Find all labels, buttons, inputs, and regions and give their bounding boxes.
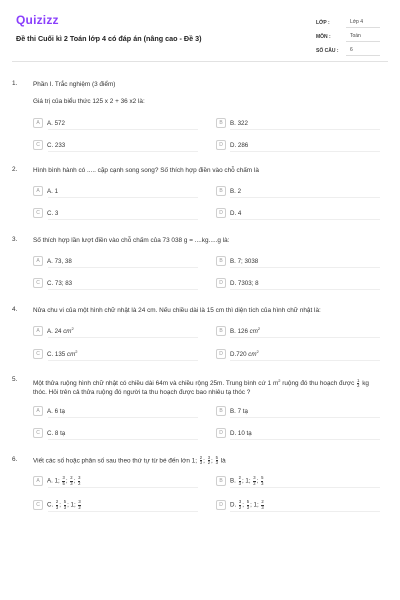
option-c[interactable] [33, 140, 65, 150]
question-number: 3. [12, 236, 18, 243]
option-text: B. $\frac{2}{3}$ ; 1; $\frac{3}{2}$ ; $\frac{5}{3}$ [230, 475, 264, 486]
option-text: B. 322 [230, 119, 248, 127]
option-text: B. 7; 3038 [230, 257, 259, 265]
question-text: Hình bình hành có ..... cặp cạnh song song? Số thích hợp điền vào chỗ chấm là [33, 167, 259, 174]
option-text: D. 286 [230, 141, 249, 149]
divider [230, 439, 380, 440]
fraction [200, 456, 202, 466]
option-b[interactable] [216, 186, 241, 196]
fraction [56, 500, 58, 510]
question-number: 2. [12, 166, 18, 173]
meta-value: 6 [346, 46, 380, 56]
question-number: 5. [12, 376, 18, 383]
option-letter-box: B [216, 186, 226, 196]
numerator: 3 [62, 475, 65, 481]
option-text: D. 4 [230, 209, 242, 217]
divider [230, 337, 380, 338]
option-letter-box: A [33, 118, 43, 128]
numerator: 2 [261, 499, 264, 505]
option-value: A. 24 [47, 328, 62, 336]
option-text: D. 7303; 8 [230, 279, 259, 287]
denominator: 2 [207, 460, 211, 466]
option-b[interactable] [216, 406, 248, 416]
divider [48, 129, 198, 130]
option-value: C. 135 [47, 351, 66, 359]
question-text: Nửa chu vi của một hình chữ nhật là 24 cm. Nếu chiều dài là 15 cm thì diện tích của hình chữ nhật là: [33, 307, 321, 314]
meta-panel [316, 16, 380, 58]
question-1 [12, 80, 388, 160]
option-text: C. 3 [47, 209, 59, 217]
question-4 [12, 306, 388, 368]
denominator: 3 [246, 504, 250, 510]
question-text: Số thích hợp lần lượt điền vào chỗ chấm của 73 038 g = ....kg.....g là: [33, 237, 230, 244]
unit-exponent: 2 [71, 326, 74, 332]
divider [230, 267, 380, 268]
question-number: 1. [12, 80, 18, 87]
divider [230, 417, 380, 418]
divider [48, 267, 198, 268]
option-letter-box: C [33, 428, 43, 438]
option-letter-box: D [216, 349, 226, 359]
option-c[interactable] [33, 349, 77, 359]
option-a[interactable] [33, 118, 65, 128]
option-letter-box: B [216, 326, 226, 336]
divider [48, 487, 198, 488]
divider [48, 289, 198, 290]
option-letter-box: A [33, 476, 43, 486]
fraction [261, 476, 263, 486]
option-b[interactable] [216, 118, 248, 128]
fraction [62, 476, 64, 486]
question-2 [12, 166, 388, 226]
option-text [47, 326, 74, 335]
divider [230, 197, 380, 198]
question-text-part: ruộng đó thu hoạch được [282, 380, 355, 388]
option-text: A. 6 tạ [47, 407, 65, 415]
option-letter-box: B [216, 476, 226, 486]
numerator: 3 [78, 499, 81, 505]
option-text: A. 73, 38 [47, 257, 72, 265]
denominator: 2 [78, 480, 81, 486]
option-c[interactable] [33, 500, 82, 510]
option-text: C. 8 tạ [47, 429, 66, 437]
divider [230, 129, 380, 130]
divider [48, 360, 198, 361]
option-letter-box: B [216, 118, 226, 128]
denominator: 2 [78, 504, 81, 510]
option-letter-box: C [33, 278, 43, 288]
option-text: A. 572 [47, 119, 65, 127]
numerator: 3 [238, 499, 242, 505]
document-title: Đề thi Cuối kì 2 Toán lớp 4 có đáp án (nâng cao - Đề 3) [16, 34, 202, 43]
option-d[interactable] [216, 428, 252, 438]
numerator: 5 [215, 455, 218, 460]
option-a[interactable] [33, 186, 58, 196]
option-text [230, 349, 259, 358]
fraction [208, 456, 210, 466]
option-prefix: A. 1; [47, 477, 60, 485]
option-d[interactable] [216, 140, 248, 150]
option-mid: 1; [245, 477, 251, 485]
option-letter-box: D [216, 428, 226, 438]
option-text: B. 7 tạ [230, 407, 248, 415]
meta-value: Toán [346, 32, 380, 42]
question-text-part: Một thửa ruộng hình chữ nhật có chiều dài 64m và chiều rộng 25m. Trung bình cứ 1 [33, 380, 272, 388]
unit-exponent: 2 [256, 349, 259, 355]
option-a[interactable] [33, 326, 74, 336]
denominator: 3 [215, 460, 218, 466]
divider [230, 151, 380, 152]
option-a[interactable] [33, 476, 81, 486]
fraction [261, 500, 263, 510]
denominator: 3 [55, 504, 59, 510]
option-text: B. 2 [230, 187, 242, 195]
meta-row-grade [316, 16, 380, 30]
option-c[interactable] [33, 428, 65, 438]
option-b[interactable] [216, 476, 264, 486]
denominator: 2 [253, 480, 256, 486]
option-text: A. 1 [47, 187, 59, 195]
option-value: D.720 [230, 351, 247, 359]
denominator: 3 [63, 504, 67, 510]
divider [48, 219, 198, 220]
fraction [78, 500, 80, 510]
fraction [216, 456, 218, 466]
denominator: 3 [261, 504, 264, 510]
option-c[interactable] [33, 278, 72, 288]
meta-label: MÔN : [316, 34, 331, 40]
option-text: C. $\frac{2}{3}$ ; $\frac{5}{3}$ ; 1; $\frac{3}{2}$ [47, 499, 81, 510]
divider [48, 511, 198, 512]
meta-value: Lớp 4 [346, 18, 380, 28]
fraction [70, 476, 72, 486]
numerator: 2 [55, 499, 59, 505]
option-text [47, 349, 77, 358]
option-value: B. 126 [230, 328, 248, 336]
divider [48, 197, 198, 198]
option-text: D. $\frac{3}{2}$ ; $\frac{5}{3}$ ; 1; $\frac{2}{3}$ [230, 499, 264, 510]
meta-label: LỚP : [316, 20, 330, 26]
option-text: C. 73; 83 [47, 279, 73, 287]
option-text [230, 326, 260, 335]
unit-exponent: 2 [257, 326, 261, 332]
denominator: 5 [62, 480, 65, 486]
fraction [239, 476, 241, 486]
option-letter-box: A [33, 326, 43, 336]
question-3 [12, 236, 388, 296]
question-text-part: Viết các số hoặc phân số sau theo thứ tự từ bé đến lớn 1; [33, 457, 197, 465]
option-letter-box: C [33, 140, 43, 150]
denominator: 3 [238, 480, 241, 486]
fraction [357, 379, 359, 389]
meta-row-count [316, 44, 380, 58]
numerator: 2 [70, 475, 73, 481]
unit: cm [63, 328, 72, 336]
option-letter-box: C [33, 208, 43, 218]
option-letter-box: D [216, 278, 226, 288]
numerator: 3 [78, 475, 81, 481]
unit-exponent: 2 [75, 349, 78, 355]
numerator: 2 [238, 475, 241, 481]
unit: m [272, 380, 279, 388]
option-d[interactable] [216, 278, 259, 288]
option-letter-box: C [33, 349, 43, 359]
fraction [253, 476, 255, 486]
fraction [78, 476, 80, 486]
divider [230, 511, 380, 512]
question-subtext: Giá trị của biểu thức 125 x 2 + 36 x2 là: [33, 98, 145, 105]
option-c[interactable] [33, 208, 58, 218]
question-number: 4. [12, 306, 18, 313]
option-letter-box: C [33, 500, 43, 510]
denominator: 2 [238, 504, 242, 510]
quizizz-logo: Quizizz [16, 13, 59, 27]
denominator: 3 [261, 480, 264, 486]
divider [48, 417, 198, 418]
option-letter-box: D [216, 208, 226, 218]
option-d[interactable] [216, 208, 241, 218]
option-b[interactable] [216, 256, 258, 266]
fraction [247, 500, 249, 510]
meta-label: SỐ CÂU : [316, 48, 339, 54]
numerator: 5 [63, 499, 67, 505]
question-text [33, 376, 380, 397]
option-prefix: D. [230, 501, 237, 509]
unit: cm [248, 351, 257, 359]
denominator: 3 [70, 480, 73, 486]
numerator: 2 [199, 455, 203, 460]
option-d[interactable] [216, 500, 265, 510]
numerator: 3 [253, 475, 256, 481]
question-text: Viết các số hoặc phân số sau theo thứ tự từ bé đến lớn 1; $\frac{2}{3}$ ; $\frac{3}{2}$ ; $\frac{5}{3}$ là [33, 455, 226, 466]
option-mid: 1; [70, 501, 76, 509]
option-a[interactable] [33, 406, 65, 416]
unit-exponent: 2 [278, 378, 281, 383]
option-mid: 1; [253, 501, 259, 509]
option-text: D. 10 tạ [230, 429, 252, 437]
question-5 [12, 376, 388, 448]
unit: cm [249, 328, 258, 336]
numerator: 3 [207, 455, 211, 460]
option-a[interactable] [33, 256, 72, 266]
option-letter-box: A [33, 406, 43, 416]
option-d[interactable] [216, 349, 259, 359]
unit: cm [66, 351, 76, 359]
option-letter-box: D [216, 500, 226, 510]
question-text: Phần I. Trắc nghiệm (3 điểm) [33, 81, 116, 88]
option-letter-box: B [216, 406, 226, 416]
option-letter-box: A [33, 186, 43, 196]
divider [230, 360, 380, 361]
question-6 [12, 456, 388, 526]
option-prefix: B. [230, 477, 236, 485]
option-prefix: C. [47, 501, 54, 509]
fraction [64, 500, 66, 510]
denominator: 3 [199, 460, 203, 466]
option-letter-box: A [33, 256, 43, 266]
divider [48, 439, 198, 440]
quiz-header [12, 10, 388, 62]
option-letter-box: B [216, 256, 226, 266]
question-number: 6. [12, 456, 18, 463]
numerator: 5 [246, 499, 250, 505]
denominator: 2 [357, 382, 360, 388]
divider [230, 289, 380, 290]
question-text-part: là [220, 457, 226, 465]
numerator: 1 [357, 377, 360, 383]
fraction [239, 500, 241, 510]
option-text: C. 233 [47, 141, 66, 149]
option-b[interactable] [216, 326, 260, 336]
divider [230, 487, 380, 488]
meta-row-subject [316, 30, 380, 44]
numerator: 5 [261, 475, 264, 481]
divider [230, 219, 380, 220]
question-text-part: kg thóc. Hỏi trên cả thửa ruộng đó người ta thu hoạch được bao nhiêu tạ thóc ? [33, 380, 369, 397]
divider [48, 151, 198, 152]
option-letter-box: D [216, 140, 226, 150]
option-text: A. 1; $\frac{3}{5}$ ; $\frac{2}{3}$ ; $\frac{3}{2}$ [47, 475, 81, 486]
divider [48, 337, 198, 338]
